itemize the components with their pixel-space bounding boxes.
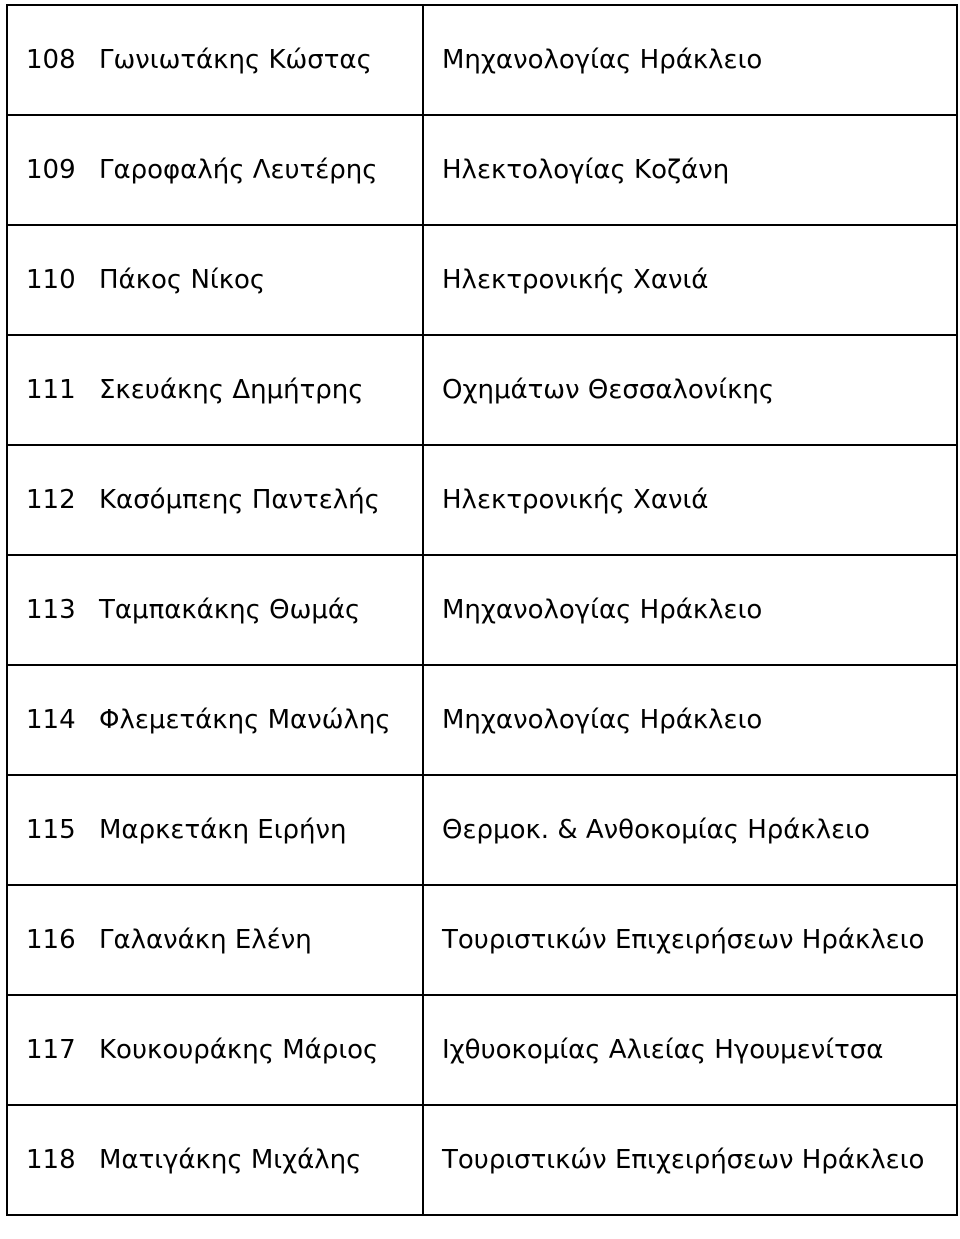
participant-cell — [7, 885, 423, 995]
row-number: 110 — [26, 265, 76, 295]
school-cell — [423, 885, 957, 995]
row-number: 116 — [26, 925, 76, 955]
table-row — [7, 225, 957, 335]
participant-name: Κασόμπεης Παντελής — [99, 485, 380, 515]
school-name: Μηχανολογίας Ηράκλειο — [442, 595, 763, 625]
participant-name: Γωνιωτάκης Κώστας — [99, 45, 372, 75]
table-row — [7, 885, 957, 995]
participant-name: Μαρκετάκη Ειρήνη — [99, 815, 347, 845]
row-number: 117 — [26, 1035, 76, 1065]
school-cell — [423, 1105, 957, 1215]
school-name: Ιχθυοκομίας Αλιείας Ηγουμενίτσα — [442, 1035, 884, 1065]
participant-cell — [7, 555, 423, 665]
participant-name: Κουκουράκης Μάριος — [99, 1035, 379, 1065]
school-cell — [423, 335, 957, 445]
school-name: Ηλεκτολογίας Κοζάνη — [442, 155, 730, 185]
school-name: Ηλεκτρονικής Χανιά — [442, 485, 709, 515]
school-name: Ηλεκτρονικής Χανιά — [442, 265, 709, 295]
school-name: Μηχανολογίας Ηράκλειο — [442, 45, 763, 75]
table-row — [7, 115, 957, 225]
row-number: 118 — [26, 1145, 76, 1175]
table-row — [7, 555, 957, 665]
participant-name: Ματιγάκης Μιχάλης — [99, 1145, 362, 1175]
school-cell — [423, 995, 957, 1105]
table-row — [7, 775, 957, 885]
school-name: Οχημάτων Θεσσαλονίκης — [442, 375, 775, 405]
school-name: Τουριστικών Επιχειρήσεων Ηράκλειο — [442, 925, 925, 955]
table-row — [7, 445, 957, 555]
table-body — [7, 5, 957, 1215]
school-cell — [423, 555, 957, 665]
participant-name: Σκευάκης Δημήτρης — [99, 375, 364, 405]
row-number: 115 — [26, 815, 76, 845]
school-cell — [423, 445, 957, 555]
participants-table — [6, 4, 958, 1216]
table-row — [7, 1105, 957, 1215]
participant-name: Ταμπακάκης Θωμάς — [99, 595, 361, 625]
participant-cell — [7, 5, 423, 115]
school-cell — [423, 115, 957, 225]
participant-cell — [7, 445, 423, 555]
participant-cell — [7, 335, 423, 445]
participant-cell — [7, 775, 423, 885]
row-number: 113 — [26, 595, 76, 625]
participant-cell — [7, 665, 423, 775]
row-number: 111 — [26, 375, 76, 405]
participant-cell — [7, 225, 423, 335]
participant-cell — [7, 1105, 423, 1215]
participant-name: Πάκος Νίκος — [99, 265, 266, 295]
table-row — [7, 5, 957, 115]
table-row — [7, 665, 957, 775]
row-number: 108 — [26, 45, 76, 75]
row-number: 109 — [26, 155, 76, 185]
school-name: Θερμοκ. & Ανθοκομίας Ηράκλειο — [442, 815, 870, 845]
participant-name: Γαλανάκη Ελένη — [99, 925, 312, 955]
row-number: 112 — [26, 485, 76, 515]
school-cell — [423, 5, 957, 115]
school-name: Τουριστικών Επιχειρήσεων Ηράκλειο — [442, 1145, 925, 1175]
table-row — [7, 995, 957, 1105]
row-number: 114 — [26, 705, 76, 735]
school-name: Μηχανολογίας Ηράκλειο — [442, 705, 763, 735]
table-row — [7, 335, 957, 445]
participant-name: Γαροφαλής Λευτέρης — [99, 155, 378, 185]
school-cell — [423, 225, 957, 335]
participant-cell — [7, 115, 423, 225]
participant-name: Φλεμετάκης Μανώλης — [99, 705, 391, 735]
participant-cell — [7, 995, 423, 1105]
school-cell — [423, 775, 957, 885]
school-cell — [423, 665, 957, 775]
